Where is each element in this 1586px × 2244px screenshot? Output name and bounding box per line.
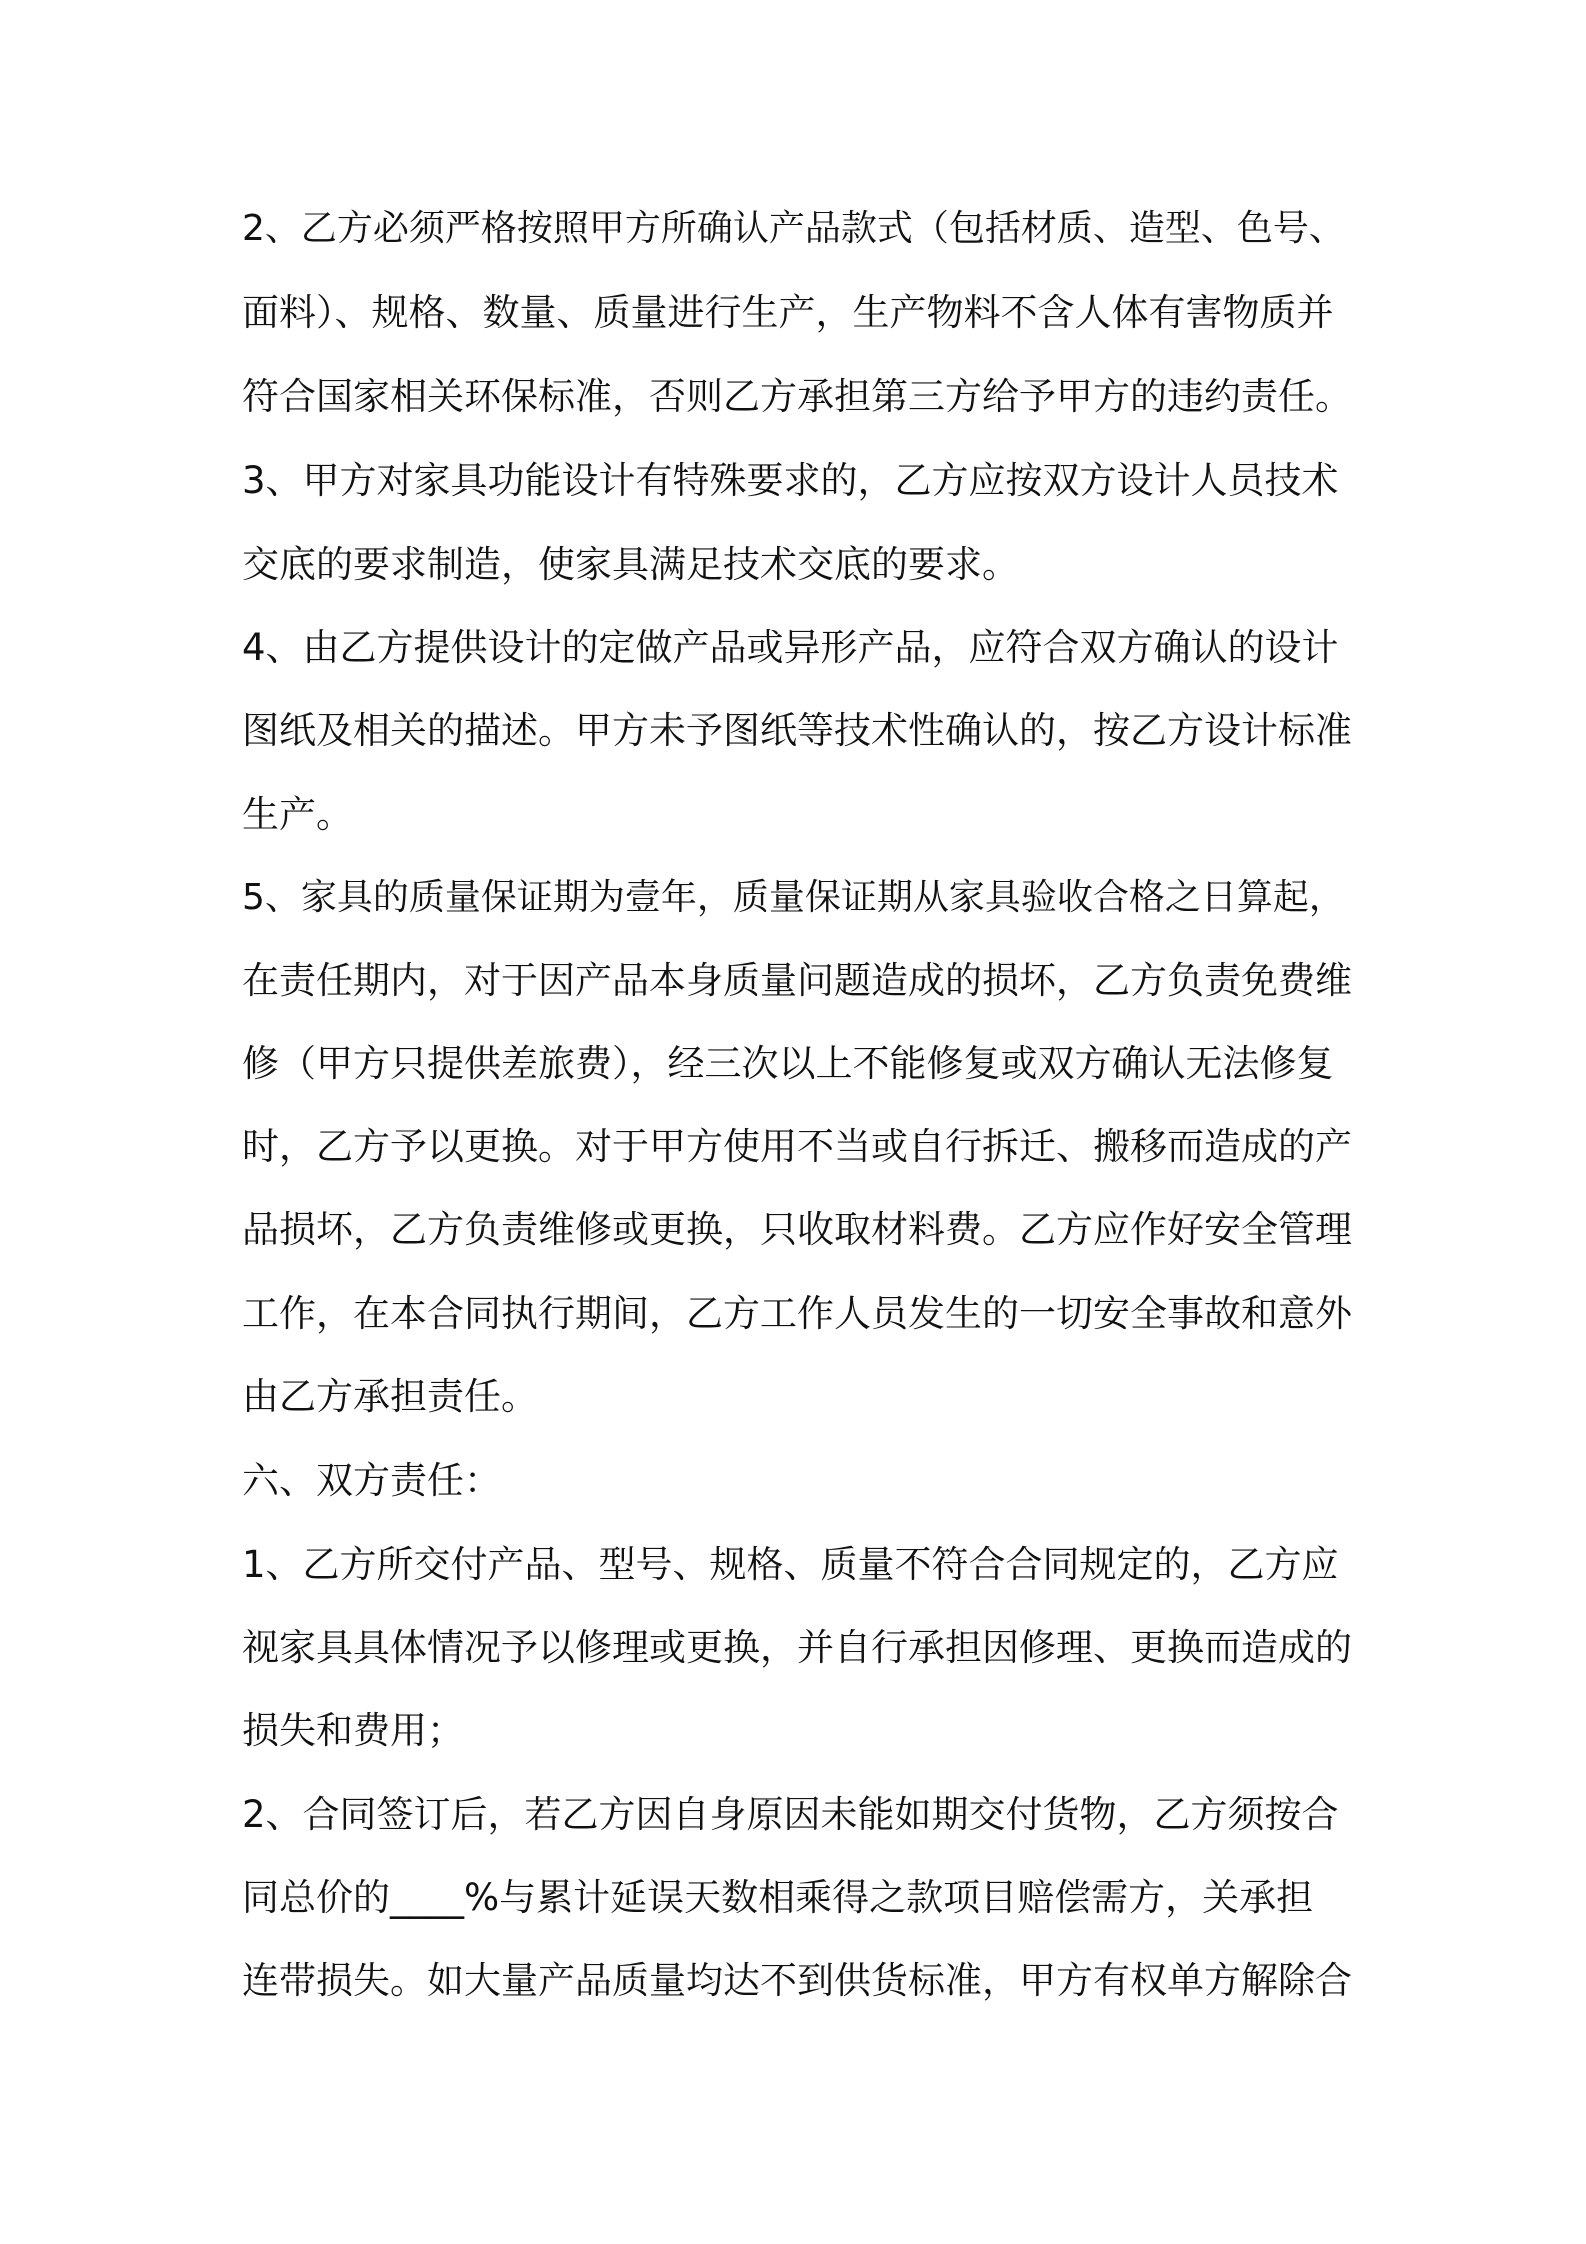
text-line: 视家具具体情况予以修理或更换，并自行承担因修理、更换而造成的 (242, 1626, 1352, 1669)
text-line: 面料）、规格、数量、质量进行生产，生产物料不含人体有害物质并 (242, 291, 1334, 334)
text-line: 由乙方承担责任。 (242, 1375, 538, 1418)
text-line: 工作，在本合同执行期间，乙方工作人员发生的一切安全事故和意外 (242, 1292, 1352, 1335)
text-line: 5、家具的质量保证期为壹年，质量保证期从家具验收合格之日算起， (242, 877, 1345, 918)
text-line: 修（甲方只提供差旅费），经三次以上不能修复或双方确认无法修复 (242, 1042, 1334, 1085)
text-line: 在责任期内，对于因产品本身质量问题造成的损坏，乙方负责免费维 (242, 959, 1352, 1002)
text-line: 品损坏，乙方负责维修或更换，只收取材料费。乙方应作好安全管理 (242, 1208, 1352, 1251)
text-line: 交底的要求制造，使家具满足技术交底的要求。 (242, 543, 1019, 586)
text-line: 3、甲方对家具功能设计有特殊要求的，乙方应按双方设计人员技术 (242, 459, 1339, 502)
text-line: 2、合同签订后，若乙方因自身原因未能如期交付货物，乙方须按合 (242, 1793, 1339, 1836)
text-line: 1、乙方所交付产品、型号、规格、质量不符合合同规定的，乙方应 (242, 1543, 1339, 1586)
section-heading: 六、双方责任： (242, 1459, 501, 1502)
text-line: 2、乙方必须严格按照甲方所确认产品款式（包括材质、造型、色号、 (242, 208, 1345, 249)
text-line: 符合国家相关环保标准，否则乙方承担第三方给予甲方的违约责任。 (242, 375, 1352, 418)
text-line: 损失和费用； (242, 1709, 464, 1752)
text-line: 时，乙方予以更换。对于甲方使用不当或自行拆迁、搬移而造成的产 (242, 1125, 1352, 1168)
text-line: 生产。 (242, 793, 353, 836)
text-line: 连带损失。如大量产品质量均达不到供货标准，甲方有权单方解除合 (242, 1959, 1352, 2002)
text-line: 同总价的____%与累计延误天数相乘得之款项目赔偿需方，关承担 (242, 1876, 1314, 1919)
text-line: 图纸及相关的描述。甲方未予图纸等技术性确认的，按乙方设计标准 (242, 709, 1352, 752)
text-line: 4、由乙方提供设计的定做产品或异形产品，应符合双方确认的设计 (242, 626, 1339, 669)
